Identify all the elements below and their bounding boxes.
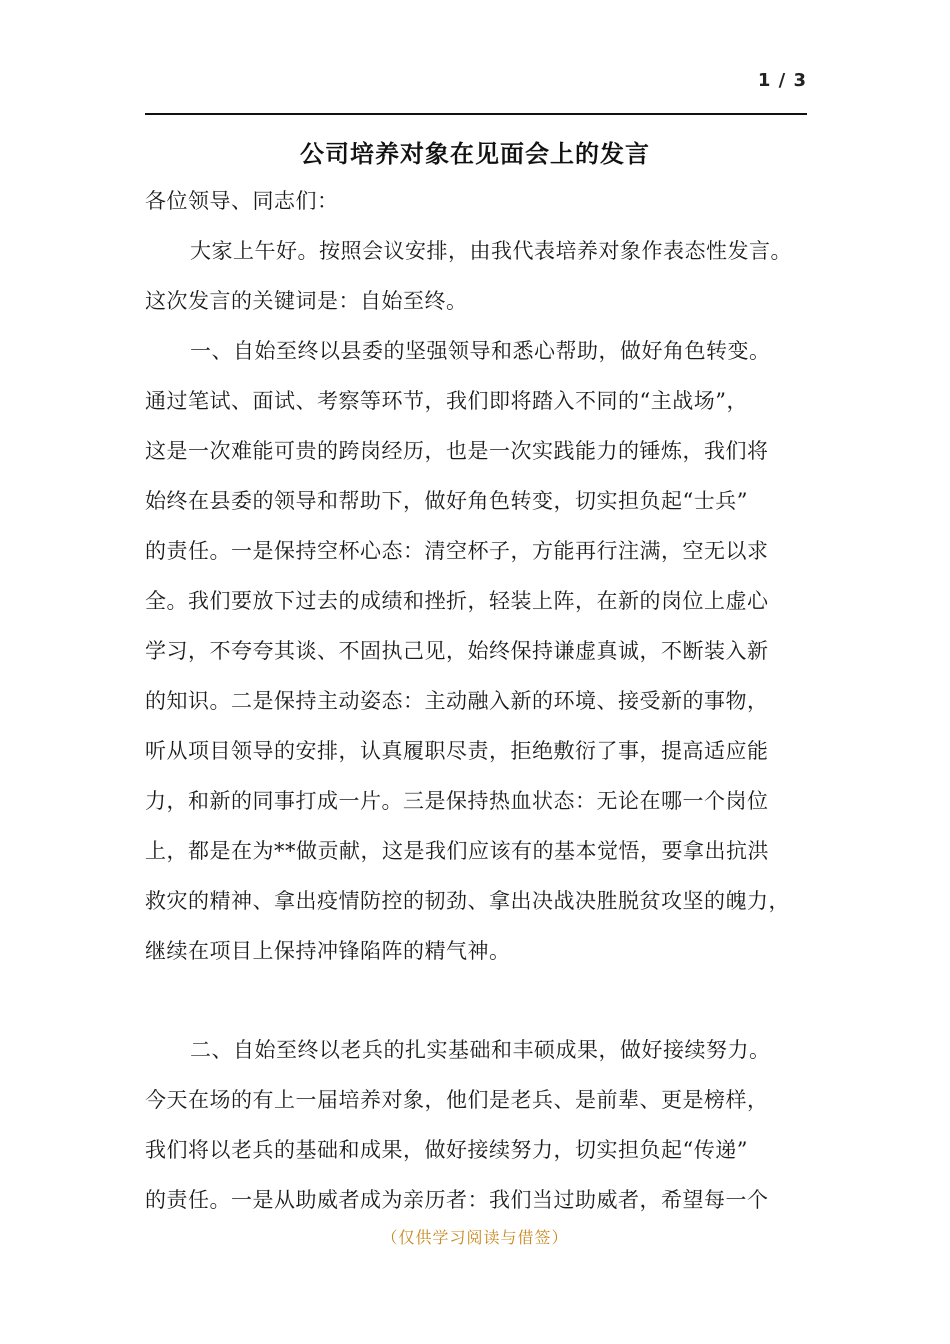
paragraph-line: 大家上午好。按照会议安排，由我代表培养对象作表态性发言。 xyxy=(190,239,792,263)
paragraph-line: 这是一次难能可贵的跨岗经历，也是一次实践能力的锤炼，我们将 xyxy=(145,439,769,463)
paragraph-line: 力，和新的同事打成一片。三是保持热血状态：无论在哪一个岗位 xyxy=(145,789,769,813)
paragraph-line: 学习，不夸夸其谈、不固执己见，始终保持谦虚真诚，不断装入新 xyxy=(145,639,769,663)
page-title: 公司培养对象在见面会上的发言 xyxy=(300,140,650,168)
paragraph-line: 听从项目领导的安排，认真履职尽责，拒绝敷衍了事，提高适应能 xyxy=(145,739,769,763)
paragraph-line: 的知识。二是保持主动姿态：主动融入新的环境、接受新的事物， xyxy=(145,689,769,713)
paragraph-line: 通过笔试、面试、考察等环节，我们即将踏入不同的“主战场”， xyxy=(145,389,748,413)
header-rule xyxy=(145,113,807,115)
paragraph-line: 的责任。一是保持空杯心态：清空杯子，方能再行注满，空无以求 xyxy=(145,539,769,563)
paragraph-line: 继续在项目上保持冲锋陷阵的精气神。 xyxy=(145,939,511,963)
salutation-line: 各位领导、同志们： xyxy=(145,189,339,213)
paragraph-line: 始终在县委的领导和帮助下，做好角色转变，切实担负起“士兵” xyxy=(145,489,748,513)
paragraph-line: 二、自始至终以老兵的扎实基础和丰硕成果，做好接续努力。 xyxy=(190,1038,771,1062)
paragraph-line: 上，都是在为**做贡献，这是我们应该有的基本觉悟，要拿出抗洪 xyxy=(145,839,769,863)
paragraph-line: 今天在场的有上一届培养对象，他们是老兵、是前辈、更是榜样， xyxy=(145,1088,769,1112)
paragraph-line: 一、自始至终以县委的坚强领导和悉心帮助，做好角色转变。 xyxy=(190,339,771,363)
paragraph-line: 的责任。一是从助威者成为亲历者：我们当过助威者，希望每一个 xyxy=(145,1188,769,1212)
paragraph-line: 救灾的精神、拿出疫情防控的韧劲、拿出决战决胜脱贫攻坚的魄力， xyxy=(145,889,790,913)
footer-note: （仅供学习阅读与借签） xyxy=(381,1228,569,1247)
page-number: 1 / 3 xyxy=(757,70,807,91)
paragraph-line: 全。我们要放下过去的成绩和挫折，轻装上阵，在新的岗位上虚心 xyxy=(145,589,769,613)
paragraph-line: 这次发言的关键词是：自始至终。 xyxy=(145,289,468,313)
paragraph-line: 我们将以老兵的基础和成果，做好接续努力，切实担负起“传递” xyxy=(145,1138,748,1162)
